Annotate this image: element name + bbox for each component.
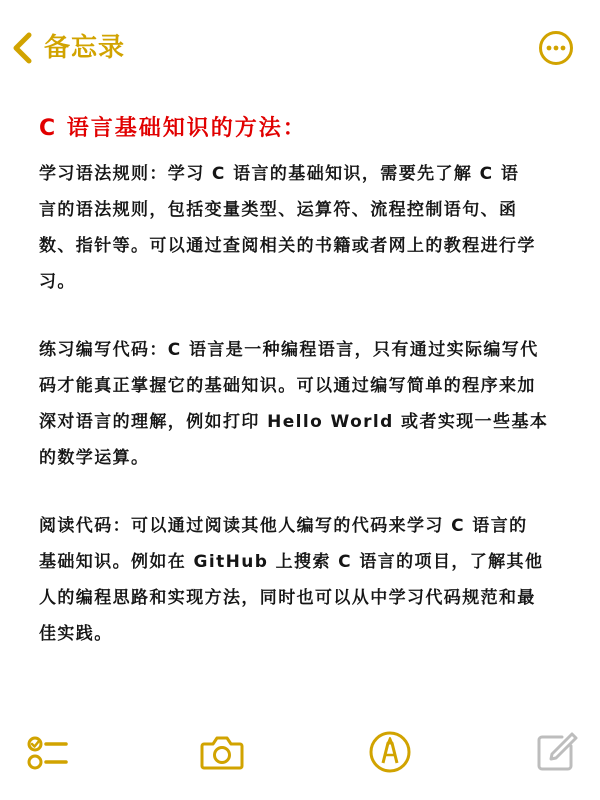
text-line: 数、指针等。可以通过查阅相关的书籍或者网上的教程进行学	[39, 236, 536, 256]
note-body[interactable]	[39, 112, 564, 702]
note-title: C 语言基础知识的方法：	[39, 116, 307, 141]
checklist-icon	[22, 728, 70, 776]
text-line: 言的语法规则，包括变量类型、运算符、流程控制语句、函	[39, 200, 518, 220]
paragraph-practice	[39, 332, 564, 476]
text-line: 佳实践。	[39, 624, 113, 644]
camera-icon	[198, 728, 246, 776]
text-line: 人的编程思路和实现方法，同时也可以从中学习代码规范和最	[39, 588, 536, 608]
text-line: 码才能真正掌握它的基础知识。可以通过编写简单的程序来加	[39, 376, 536, 396]
compose-button[interactable]	[532, 728, 580, 776]
text-line: 习。	[39, 272, 76, 292]
more-button[interactable]	[538, 30, 574, 66]
checklist-button[interactable]	[22, 728, 70, 776]
back-label: 备忘录	[44, 33, 126, 63]
text-line: 深对语言的理解，例如打印 Hello World 或者实现一些基本	[39, 412, 549, 432]
blank-line	[39, 300, 564, 332]
bottom-toolbar	[0, 708, 600, 800]
markup-pen-icon	[366, 728, 414, 776]
markup-button[interactable]	[366, 728, 414, 776]
blank-line	[39, 476, 564, 508]
compose-icon	[532, 728, 580, 776]
navigation-bar	[0, 0, 600, 98]
chevron-left-icon	[8, 30, 36, 66]
text-line: 阅读代码：可以通过阅读其他人编写的代码来学习 C 语言的	[39, 516, 528, 536]
text-line: 学习语法规则：学习 C 语言的基础知识，需要先了解 C 语	[39, 164, 520, 184]
text-line: 的数学运算。	[39, 448, 150, 468]
more-icon	[538, 30, 574, 66]
paragraph-reading	[39, 508, 564, 652]
back-button[interactable]	[8, 28, 125, 68]
paragraph-syntax	[39, 156, 564, 300]
text-line: 基础知识。例如在 GitHub 上搜索 C 语言的项目，了解其他	[39, 552, 544, 572]
text-line: 练习编写代码：C 语言是一种编程语言，只有通过实际编写代	[39, 340, 539, 360]
camera-button[interactable]	[198, 728, 246, 776]
